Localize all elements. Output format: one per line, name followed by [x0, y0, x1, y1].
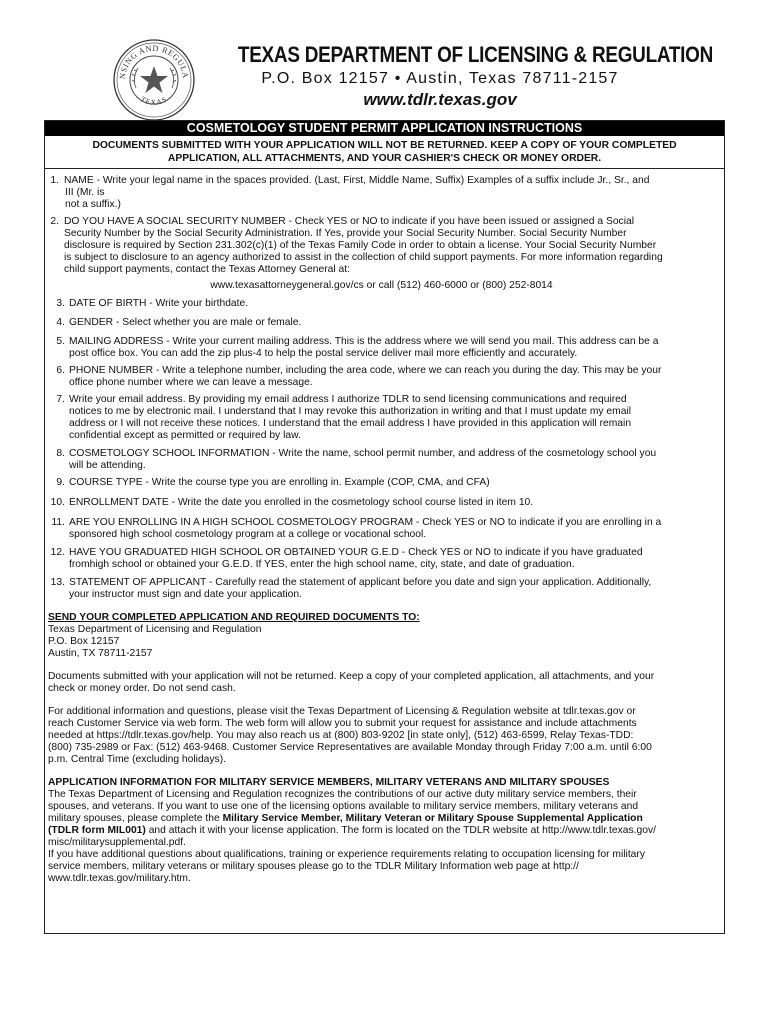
note-line: check or money order. Do not send cash. — [48, 683, 236, 694]
military-text-plain: military spouses, please complete the — [48, 813, 223, 824]
item-text: your instructor must sign and date your application. — [69, 589, 302, 600]
seal-ring-text: NSING AND REGULA — [117, 43, 190, 80]
instruction-item-5 — [45, 336, 724, 360]
item-number: 11. — [51, 517, 65, 528]
item-number: 7. — [56, 394, 65, 405]
item-text: ENROLLMENT DATE - Write the date you enrolled in the cosmetology school course listed in item 10. — [69, 497, 534, 508]
item-number: 6. — [56, 365, 65, 376]
instruction-item-12 — [45, 547, 724, 571]
item-text: child support payments, contact the Texas Attorney General at: — [64, 264, 350, 275]
instruction-list — [45, 175, 724, 601]
warning-line: DOCUMENTS SUBMITTED WITH YOUR APPLICATION WILL NOT BE RETURNED. KEEP A COPY OF YOUR COMPLETED — [92, 140, 677, 151]
send-heading: SEND YOUR COMPLETED APPLICATION AND REQUIRED DOCUMENTS TO: — [48, 612, 420, 623]
agency-header — [205, 42, 714, 111]
item-number: 5. — [56, 336, 65, 347]
item-text: STATEMENT OF APPLICANT - Carefully read the statement of applicant before you date and sign your application. Additionally, — [69, 577, 652, 588]
instruction-item-9 — [45, 477, 724, 489]
mailing-address-line: Austin, TX 78711-2157 — [48, 648, 153, 659]
item-text: address or I will not receive these notices. I understand that the email address I have provided in this application will remain — [69, 418, 632, 429]
item-text: not a suffix.) — [65, 199, 121, 210]
instruction-item-7 — [45, 394, 724, 442]
agency-website: www.tdlr.texas.gov — [363, 90, 517, 109]
form-title: COSMETOLOGY STUDENT PERMIT APPLICATION INSTRUCTIONS — [45, 121, 724, 136]
instruction-item-2 — [45, 216, 724, 292]
item-text: PHONE NUMBER - Write a telephone number, including the area code, where we can reach you during the day. This may be your — [69, 365, 662, 376]
military-text: service members, military veterans or military spouses please go to the TDLR Military Information web page at http:// — [48, 861, 579, 872]
instruction-item-8 — [45, 448, 724, 472]
attorney-general-contact: www.texasattorneygeneral.gov/cs or call (512) 460-6000 or (800) 252-8014 — [210, 280, 553, 291]
item-text: NAME - Write your legal name in the spaces provided. (Last, First, Middle Name, Suffix) Examples of a suffix include Jr., Sr., and — [64, 175, 650, 186]
instruction-item-6 — [45, 365, 724, 389]
item-text: III (Mr. is — [65, 187, 105, 198]
item-number: 8. — [56, 448, 65, 459]
item-text: Security Number by the Social Security Administration. If Yes, provide your Social Security Number. Social Security Number — [64, 228, 627, 239]
tdlr-seal-logo — [112, 38, 196, 122]
military-link[interactable]: misc/militarysupplemental.pdf. — [48, 837, 186, 848]
agency-address: P.O. Box 12157 • Austin, Texas 78711-2157 — [261, 70, 619, 87]
item-text: post office box. You can add the zip plus-4 to help the postal service deliver mail more efficiently and accurately. — [69, 348, 578, 359]
info-line: For additional information and questions, please visit the Texas Department of Licensing & Regulation website at tdlr.texas.gov or — [48, 706, 636, 717]
item-number: 12. — [50, 547, 65, 558]
form-number: (TDLR form MIL001) — [48, 825, 146, 836]
item-text: DATE OF BIRTH - Write your birthdate. — [69, 298, 249, 309]
info-line: reach Customer Service via web form. The web form will allow you to submit your request for assistance and include attachments — [48, 718, 637, 729]
item-text: is subject to disclosure to an agency authorized to assist in the collection of child support payments. For more information regarding — [64, 252, 663, 263]
instructions-frame — [44, 120, 725, 934]
instruction-item-3 — [45, 298, 724, 310]
info-line: (800) 735-2989 or Fax: (512) 463-9468. Customer Service Representatives are available Monday through Friday 7:00 a.m. until 6:00 — [48, 742, 652, 753]
additional-info-section — [45, 706, 724, 766]
mailing-address-line: Texas Department of Licensing and Regulation — [48, 624, 262, 635]
item-number: 1. — [50, 175, 59, 186]
mailing-section — [45, 612, 724, 660]
seal-emblem-icon — [112, 38, 196, 122]
seal-bottom-text: TEXAS — [139, 94, 169, 107]
military-text: The Texas Department of Licensing and Regulation recognizes the contributions of our active duty military service members, their — [48, 789, 637, 800]
item-text: COSMETOLOGY SCHOOL INFORMATION - Write the name, school permit number, and address of the cosmetology school you — [69, 448, 657, 459]
item-text: ARE YOU ENROLLING IN A HIGH SCHOOL COSMETOLOGY PROGRAM - Check YES or NO to indicate if you are enrolling in a — [69, 517, 662, 528]
military-heading: APPLICATION INFORMATION FOR MILITARY SERVICE MEMBERS, MILITARY VETERANS AND MILITARY SPOUSES — [48, 777, 610, 788]
item-text: GENDER - Select whether you are male or female. — [69, 317, 302, 328]
instruction-item-13 — [45, 577, 724, 601]
documents-not-returned-note — [45, 671, 724, 695]
military-section — [45, 777, 724, 885]
warning-line: APPLICATION, ALL ATTACHMENTS, AND YOUR CASHIER'S CHECK OR MONEY ORDER. — [167, 153, 602, 164]
instruction-item-1 — [45, 175, 724, 211]
instruction-item-4 — [45, 317, 724, 329]
military-text-plain: and attach it with your license application. The form is located on the TDLR website at http://www.tdlr.texas.gov/ — [145, 825, 656, 836]
item-text: office phone number where we can leave a message. — [69, 377, 313, 388]
military-info-link[interactable]: www.tdlr.texas.gov/military.htm. — [48, 873, 191, 884]
agency-name: TEXAS DEPARTMENT OF LICENSING & REGULATION — [237, 42, 714, 67]
military-text — [48, 825, 718, 837]
item-number: 9. — [56, 477, 65, 488]
item-text: will be attending. — [69, 460, 146, 471]
item-text: fromhigh school or obtained your G.E.D. If YES, enter the high school name, city, state, and date of graduation. — [69, 559, 575, 570]
item-text: HAVE YOU GRADUATED HIGH SCHOOL OR OBTAINED YOUR G.E.D - Check YES or NO to indicate if you have graduated — [69, 547, 643, 558]
supplemental-application-name: Military Service Member, Military Veteran or Military Spouse Supplemental Application — [222, 813, 643, 824]
documents-warning — [45, 136, 724, 169]
note-line: Documents submitted with your application will not be returned. Keep a copy of your completed application, all attachments, and your — [48, 671, 655, 682]
instruction-item-11 — [45, 517, 724, 541]
military-text: spouses, and veterans. If you want to use one of the licensing options available to military service members, military veterans and — [48, 801, 639, 812]
military-text — [48, 813, 718, 825]
info-line: needed at https://tdlr.texas.gov/help. You may also reach us at (800) 803-9202 [in state only], (512) 463-6599, Relay Texas-TDD: — [48, 730, 634, 741]
item-number: 10. — [50, 497, 65, 508]
instruction-item-10 — [45, 497, 724, 509]
item-text: Write your email address. By providing my email address I authorize TDLR to send licensing communications and required — [69, 394, 627, 405]
item-text: COURSE TYPE - Write the course type you are enrolling in. Example (COP, CMA, and CFA) — [69, 477, 490, 488]
item-number: 3. — [56, 298, 65, 309]
item-number: 4. — [56, 317, 65, 328]
item-number: 13. — [50, 577, 65, 588]
item-text: confidential except as permitted or required by law. — [69, 430, 301, 441]
item-text: DO YOU HAVE A SOCIAL SECURITY NUMBER - Check YES or NO to indicate if you have been issued or assigned a Social — [64, 216, 635, 227]
info-line: p.m. Central Time (excluding holidays). — [48, 754, 226, 765]
item-text: sponsored high school cosmetology program at a college or vocational school. — [69, 529, 427, 540]
item-text: MAILING ADDRESS - Write your current mailing address. This is the address where we will send you mail. This address can be a — [69, 336, 659, 347]
military-text: If you have additional questions about qualifications, training or experience requirements relating to occupation licensing for military — [48, 849, 645, 860]
item-number: 2. — [50, 216, 59, 227]
mailing-address-line: P.O. Box 12157 — [48, 636, 120, 647]
item-text: disclosure is required by Section 231.302(c)(1) of the Texas Family Code in order to obtain a license. Your Social Security Number — [64, 240, 657, 251]
item-text: notices to me by electronic mail. I understand that I may revoke this authorization in writing and that I must update my email — [69, 406, 632, 417]
